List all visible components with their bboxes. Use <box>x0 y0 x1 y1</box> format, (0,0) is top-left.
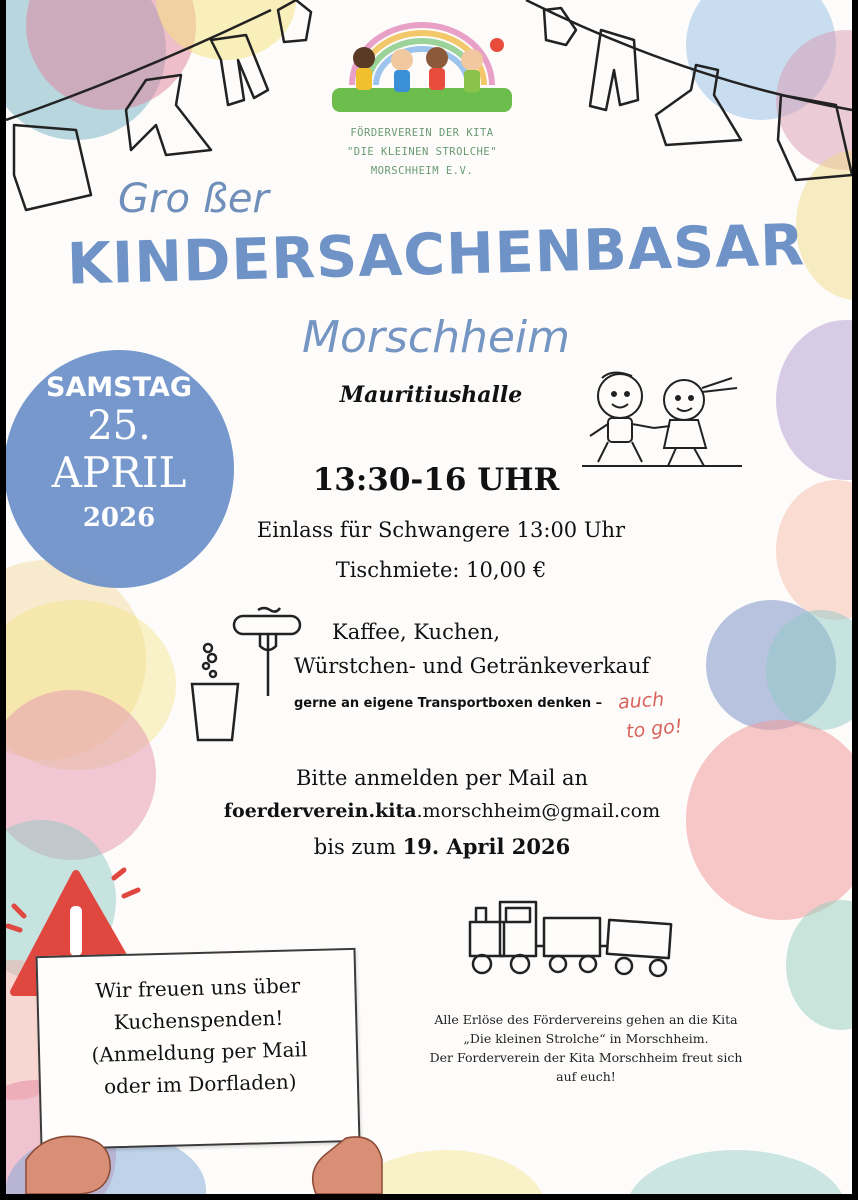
children-logo-icon <box>332 10 512 120</box>
logo-line-3: MORSCHHEIM E.V. <box>370 165 474 177</box>
deadline-date: 19. April 2026 <box>402 834 571 859</box>
donation-line-1: Wir freuen uns über <box>95 973 301 1003</box>
footer-line-2: „Die kleinen Strolche“ in Morschheim. <box>463 1031 709 1046</box>
logo-line-1: FÖRDERVEREIN DER KITA <box>350 127 494 139</box>
watercolor-circle <box>686 720 852 920</box>
watercolor-circle <box>776 480 852 620</box>
date-badge-text <box>6 372 232 538</box>
cup-icon <box>186 640 246 750</box>
email-bold-part: foerderverein.kita <box>223 800 417 822</box>
watercolor-circle <box>776 320 852 480</box>
logo-line-2: "DIE KLEINEN STROLCHE" <box>346 146 498 158</box>
footer-line-1: Alle Erlöse des Fördervereins gehen an die Kita <box>434 1012 738 1027</box>
headline-main: KINDERSACHENBASAR <box>66 212 806 298</box>
date-year: 2026 <box>82 503 156 533</box>
footer-text <box>376 1010 796 1086</box>
poster <box>6 0 852 1194</box>
headline-pre: Gro ßer <box>118 176 269 222</box>
email-rest-part: .morschheim@gmail.com <box>416 800 661 822</box>
logo-text <box>322 124 522 181</box>
train-icon <box>462 894 682 984</box>
entry-note: Einlass für Schwangere 13:00 Uhr <box>256 518 626 542</box>
registration-line: Bitte anmelden per Mail an <box>295 766 589 790</box>
watercolor-circle <box>626 1150 846 1194</box>
catering-line-1: Kaffee, Kuchen, <box>332 620 500 644</box>
date-month: APRIL <box>51 448 187 497</box>
headline-place: Morschheim <box>301 312 571 363</box>
footer-line-3: Der Forderverein der Kita Morschheim freut sich <box>429 1050 743 1065</box>
donation-text <box>42 968 355 1104</box>
catering-note: gerne an eigene Transportboxen denken – <box>294 696 603 711</box>
table-rent: Tischmiete: 10,00 € <box>335 558 547 582</box>
donation-line-4: oder im Dorfladen) <box>103 1069 297 1099</box>
donation-line-2: Kuchenspenden! <box>113 1005 284 1035</box>
catering-line-2: Würstchen- und Getränkeverkauf <box>294 654 650 678</box>
handwritten-to-go: to go! <box>625 715 684 743</box>
date-day: SAMSTAG <box>45 372 193 403</box>
registration-deadline <box>242 834 642 859</box>
hands-icon <box>16 1120 386 1194</box>
footer-line-4: auf euch! <box>556 1069 616 1084</box>
date-number: 25. <box>87 403 151 449</box>
event-time: 13:30-16 UHR <box>312 462 560 498</box>
deadline-prefix: bis zum <box>313 835 403 859</box>
venue: Mauritiushalle <box>339 382 523 408</box>
handwritten-auch: auch <box>617 688 665 714</box>
donation-line-3: (Anmeldung per Mail <box>91 1037 308 1067</box>
registration-email[interactable] <box>202 800 682 822</box>
children-drawing-icon <box>572 366 752 476</box>
